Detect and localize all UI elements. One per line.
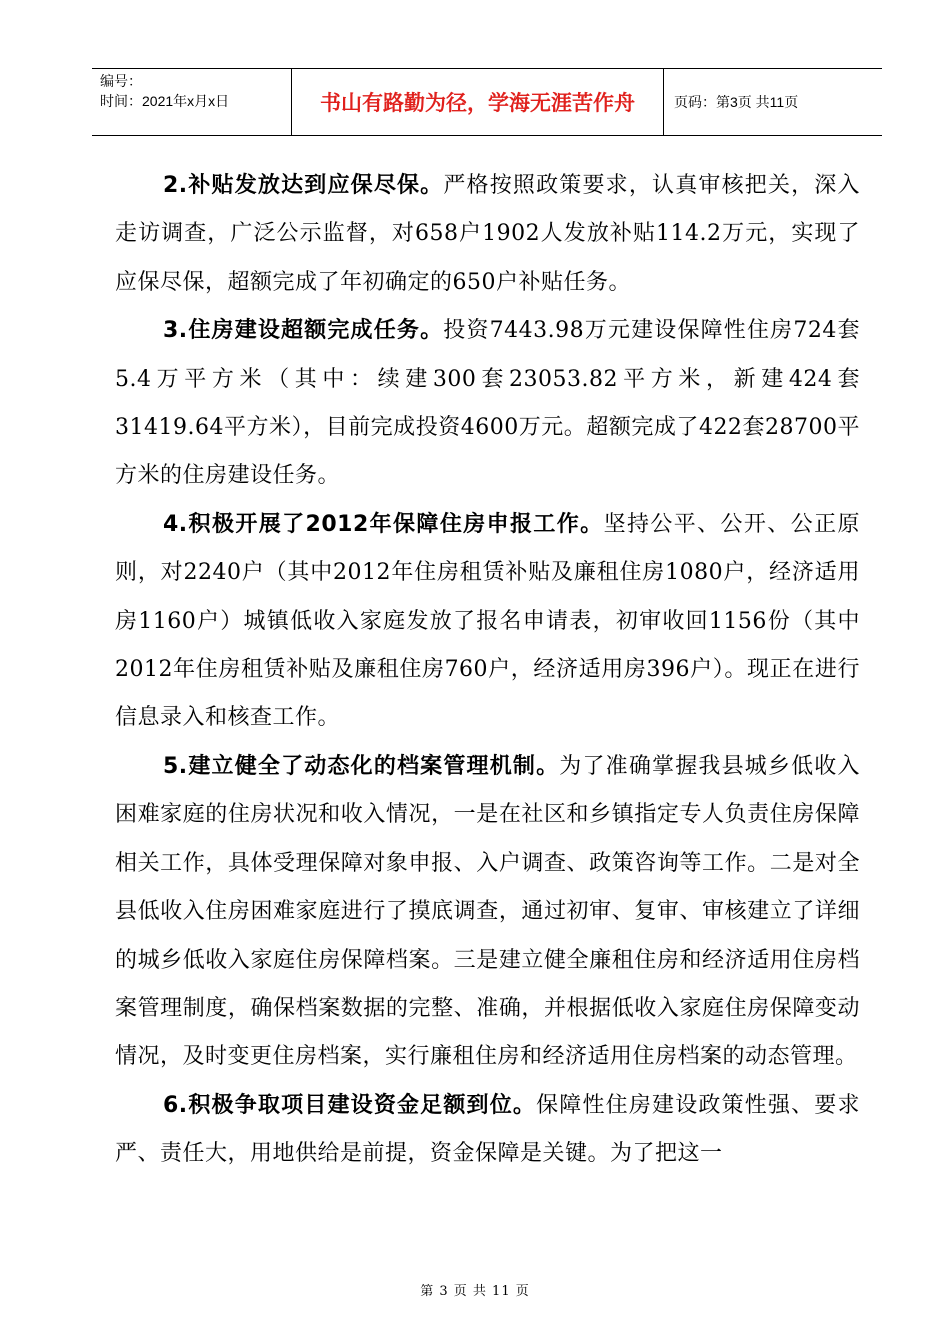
paragraph-text: 投资7443.98万元建设保障性住房724套5.4万平方米（其中：续建300套23053.82平方米，新建424套31419.64平方米），目前完成投资4600万元。超额完成了422套28700平方米的住房建设任务。 [115,318,861,489]
serial-label: 编号： [100,73,142,89]
paragraph-heading: 5.建立健全了动态化的档案管理机制。 [163,753,560,779]
paragraph-text: 坚持公平、公开、公正原则，对2240户（其中2012年住房租赁补贴及廉租住房1080户，经济适用房1160户）城镇低收入家庭发放了报名申请表，初审收回1156份（其中2012年住房租赁补贴及廉租住房760户，经济适用房396户）。现正在进行信息录入和核查工作。 [115,511,860,731]
header-page-info: 页码：第3页 共11页 [674,94,799,110]
date-label: 时间：2021年x月x日 [100,93,230,109]
header-motto: 书山有路勤为径，学海无涯苦作舟 [292,69,664,135]
paragraph-text: 严格按照政策要求，认真审核把关，深入走访调查，广泛公示监督，对658户1902人发放补贴114.2万元，实现了应保尽保，超额完成了年初确定的650户补贴任务。 [115,173,860,295]
header-meta [92,69,292,135]
paragraph-construction [115,307,860,501]
paragraph-heading: 6.积极争取项目建设资金足额到位。 [163,1092,537,1118]
page-footer: 第 3 页 共 11 页 [420,1284,530,1299]
paragraph-archive [115,743,860,1082]
paragraph-funding [115,1082,860,1179]
document-body [115,162,860,1179]
paragraph-heading: 2.补贴发放达到应保尽保。 [163,173,444,198]
paragraph-subsidy [115,162,860,307]
paragraph-heading: 4.积极开展了2012年保障住房申报工作。 [163,511,604,537]
paragraph-text: 为了准确掌握我县城乡低收入困难家庭的住房状况和收入情况，一是在社区和乡镇指定专人负责住房保障相关工作，具体受理保障对象申报、入户调查、政策咨询等工作。二是对全县低收入住房困难家庭进行了摸底调查，通过初审、复审、审核建立了详细的城乡低收入家庭住房保障档案。三是建立健全廉租住房和经济适用住房档案管理制度，确保档案数据的完整、准确，并根据低收入家庭住房保障变动情况，及时变更住房档案，实行廉租住房和经济适用住房档案的动态管理。 [115,753,860,1070]
page-header [92,68,882,136]
paragraph-heading: 3.住房建设超额完成任务。 [163,318,444,344]
paragraph-text: 保障性住房建设政策性强、要求严、责任大，用地供给是前提，资金保障是关键。为了把这一 [115,1092,860,1167]
paragraph-application [115,501,860,743]
